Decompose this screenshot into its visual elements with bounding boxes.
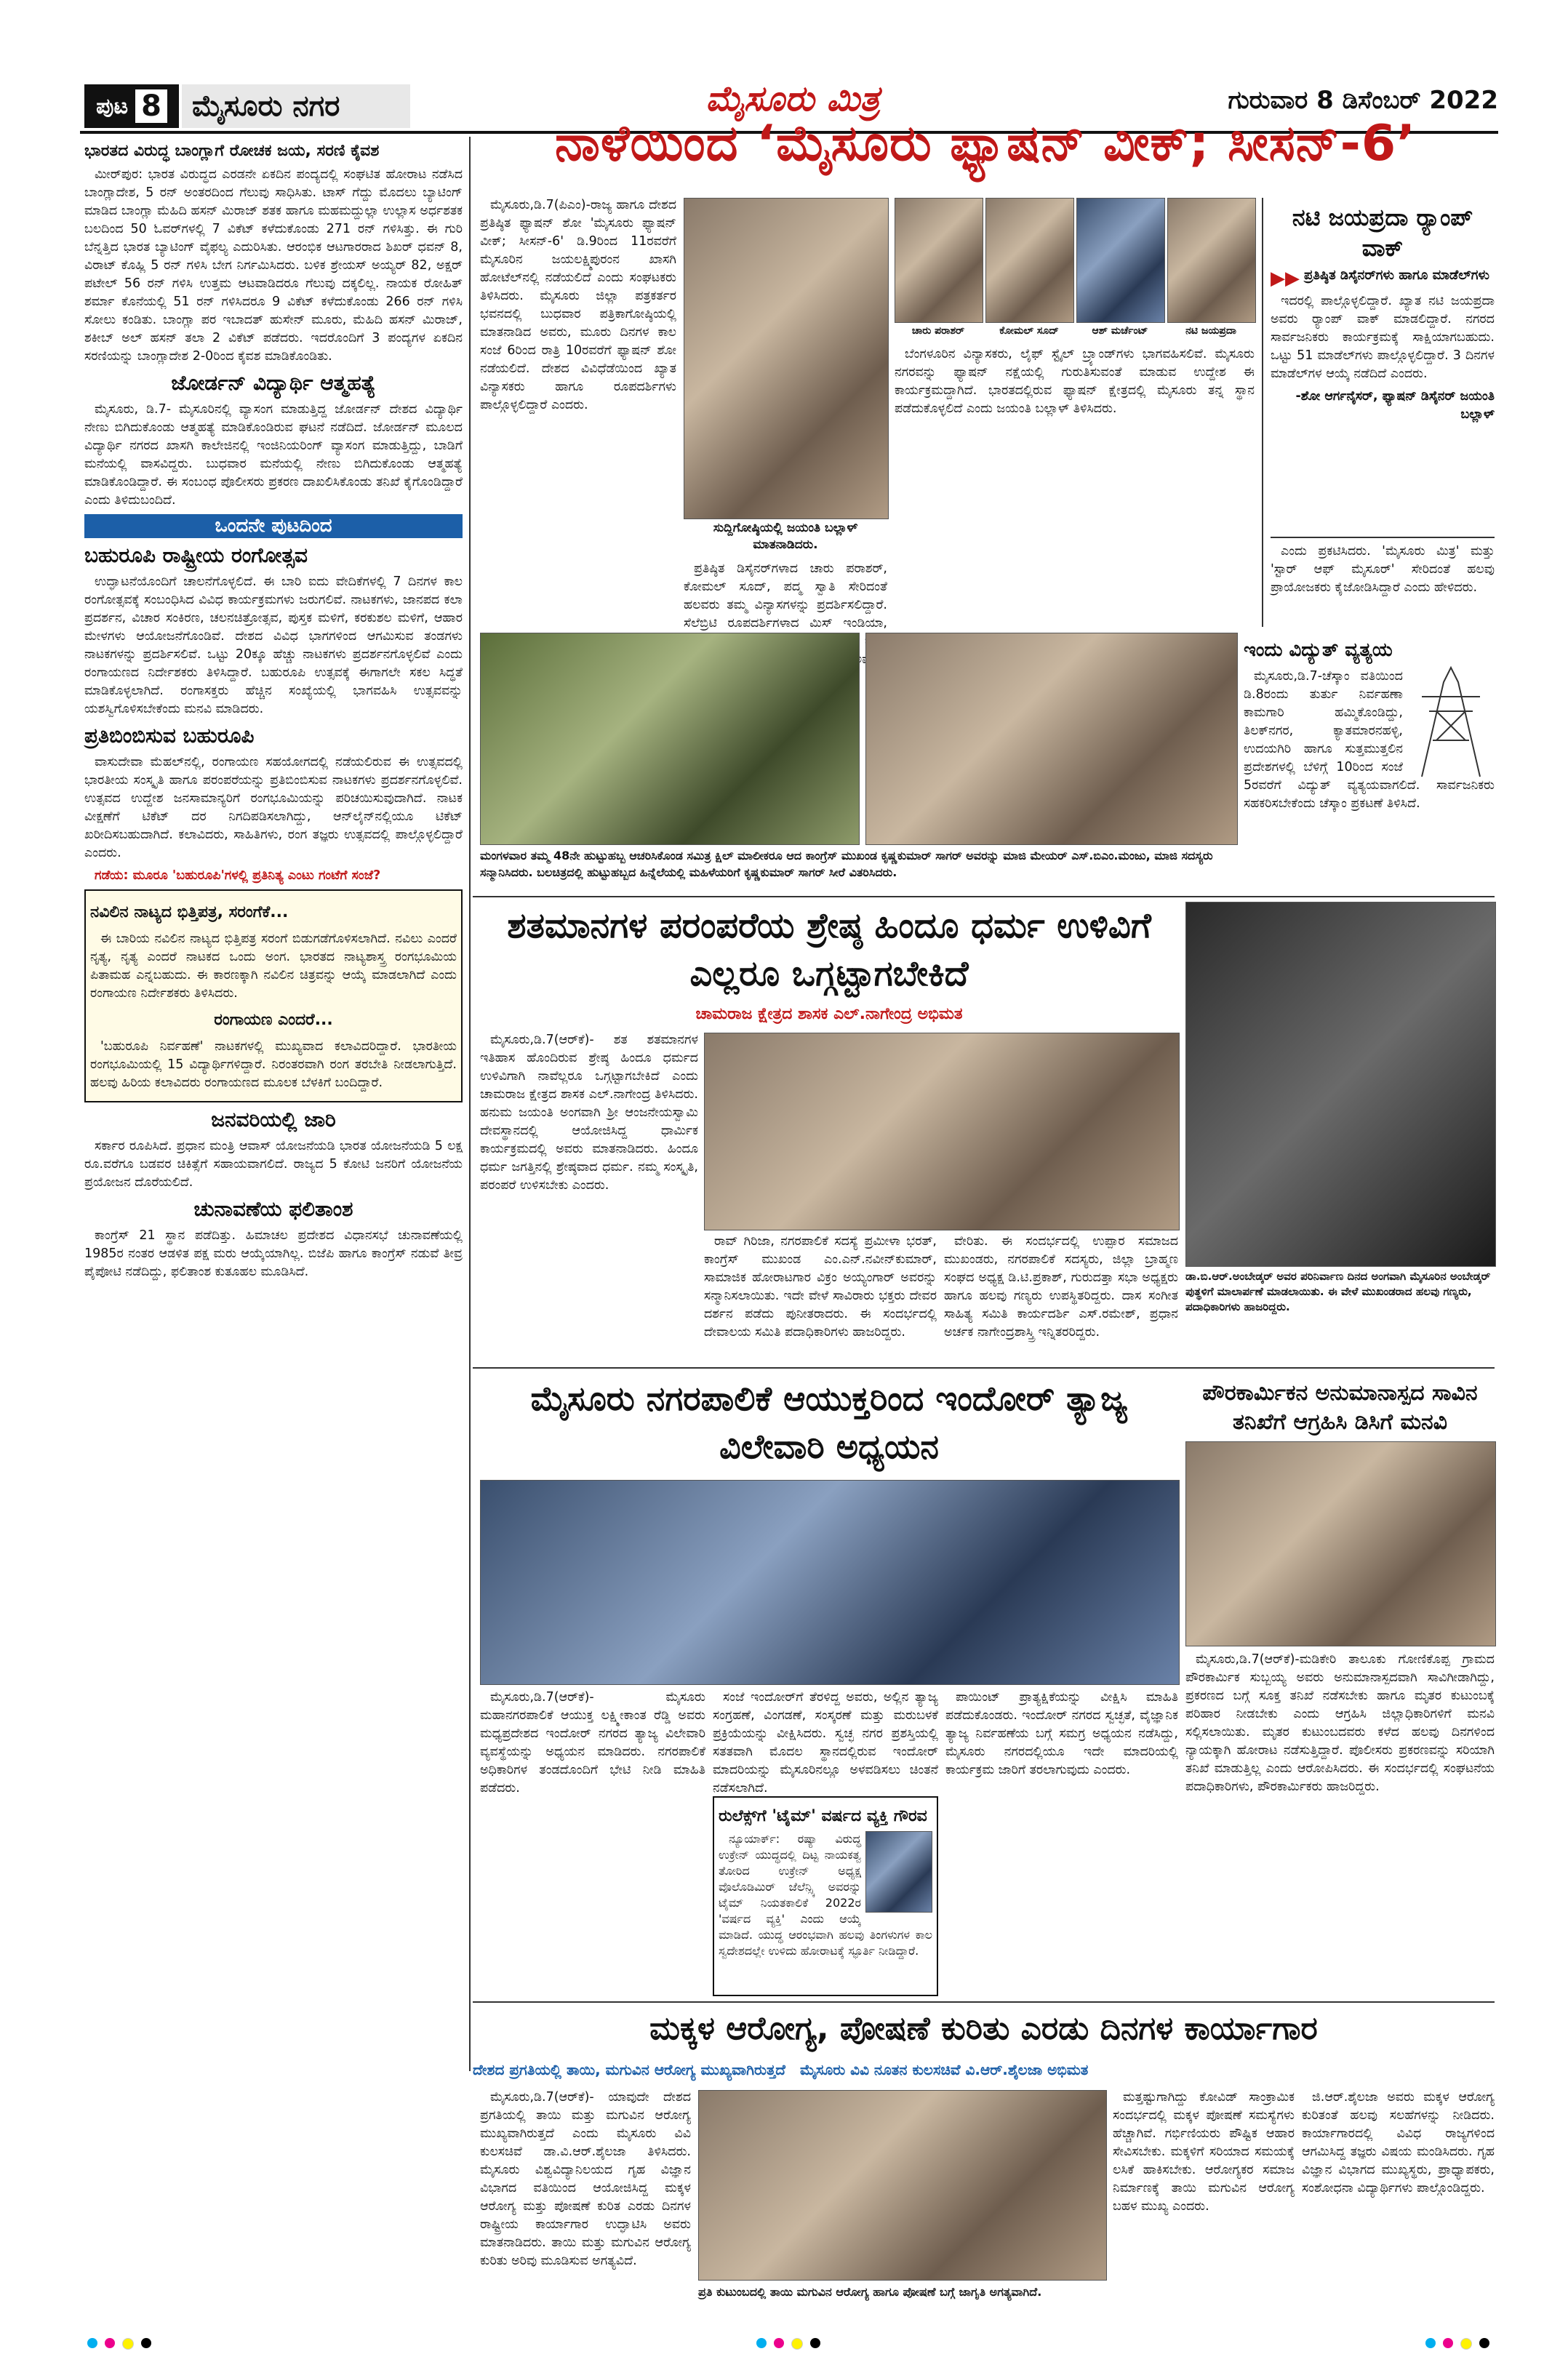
birthday-photo-2 [865,633,1238,845]
hindu-body-3: ವೇರಿತು. ಈ ಸಂದರ್ಭದಲ್ಲಿ ಉಪ್ಪಾರ ಸಮಾಜದ ಮುಖಂಡರು, ನಗರಪಾಲಿಕೆ ಸದಸ್ಯರು, ಜಿಲ್ಲಾ ಬ್ರಾಹ್ಮಣ ಸಂಘದ ಅಧ್ಯಕ್ಷ ಡಿ.ಟಿ.ಪ್ರಕಾಶ್, ಗುರುದತ್ತಾ ಸಭಾ ಅಧ್ಯಕ್ಷರು ಹಾಗೂ ಹಲವು ಗಣ್ಯರು ಉಪಸ್ಥಿತರಿದ್ದರು. ದಾಸ ಸಂಗೀತ ಸಾಹಿತ್ಯ ಸಮಿತಿ ಕಾರ್ಯದರ್ಶಿ ಎಸ್.ರಮೇಶ್, ಪ್ರಧಾನ ಅರ್ಚಕ ನಾಗೇಂದ್ರಶಾಸ್ತ್ರಿ ಇನ್ನಿತರರಿದ್ದರು. [944,1234,1178,1340]
election-body: ಕಾಂಗ್ರೆಸ್ 21 ಸ್ಥಾನ ಪಡೆದಿತ್ತು. ಹಿಮಾಚಲ ಪ್ರದೇಶದ ವಿಧಾನಸಭೆ ಚುನಾವಣೆಯಲ್ಲಿ 1985ರ ನಂತರ ಆಡಳಿತ ಪಕ್ಷ ಮರು ಆಯ್ಕೆಯಾಗಿಲ್ಲ. ಬಿಜೆಪಿ ಹಾಗೂ ಕಾಂಗ್ರೆಸ್ ನಡುವೆ ತೀವ್ರ ಪೈಪೋಟಿ ನಡೆದಿದ್ದು, ಫಲಿತಾಂಶ ಕುತೂಹಲ ಮೂಡಿಸಿದೆ. [84,1228,463,1279]
cricket-body: ಮೀರ್‌ಪುರ: ಭಾರತ ವಿರುದ್ಧದ ಎರಡನೇ ಏಕದಿನ ಪಂದ್ಯದಲ್ಲಿ ಸಂಘಟಿತ ಹೋರಾಟ ನಡೆಸಿದ ಬಾಂಗ್ಲಾದೇಶ, 5 ರನ್ ಅಂತರದಿಂದ ಗೆಲುವು ಸಾಧಿಸಿತು. ಟಾಸ್ ಗೆದ್ದು ಮೊದಲು ಬ್ಯಾಟಿಂಗ್ ಮಾಡಿದ ಬಾಂಗ್ಲಾ ಮೆಹಿದಿ ಹಸನ್ ಮಿರಾಜ್ ಶತಕ ಹಾಗೂ ಮಹಮದ್ದುಲ್ಲಾ ಉಲ್ಲಾಸ ಅರ್ಧಶತಕ ಬಲದಿಂದ 50 ಓವರ್‌ಗಳಲ್ಲಿ 7 ವಿಕೆಟ್ ಕಳೆದುಕೊಂಡು 271 ರನ್ ಗಳಿಸಿತ್ತು. ಈ ಗುರಿ ಬೆನ್ನತ್ತಿದ ಭಾರತ ಬ್ಯಾಟಿಂಗ್ ವೈಫಲ್ಯ ಎದುರಿಸಿತು. ಆರಂಭಿಕ ಆಟಗಾರರಾದ ಶಿಖರ್ ಧವನ್ 8, ವಿರಾಟ್ ಕೊಹ್ಲಿ 5 ರನ್ ಗಳಿಸಿ ಬೇಗ ನಿರ್ಗಮಿಸಿದರು. ಬಳಿಕ ಶ್ರೇಯಸ್ ಅಯ್ಯರ್ 82, ಅಕ್ಷರ್ ಪಟೇಲ್ 56 ರನ್ ಗಳಿಸಿ ಉತ್ತಮ ಆಟವಾಡಿದರೂ ಗೆಲುವು ದಕ್ಕಲಿಲ್ಲ. ನಾಯಕ ರೋಹಿತ್ ಶರ್ಮಾ ಕೊನೆಯಲ್ಲಿ 51 ರನ್ ಗಳಿಸಿದರೂ 9 ವಿಕೆಟ್ ಕಳೆದುಕೊಂಡು 266 ರನ್ ಗಳಿಸಿ ಸೋಲು ಕಂಡಿತು. ಬಾಂಗ್ಲಾ ಪರ ಇಬಾದತ್ ಹುಸೇನ್ ಮೂರು, ಮೆಹಿದಿ ಹಸನ್ ಮಿರಾಜ್, ಶಕೀಬ್ ಅಲ್ ಹಸನ್ ತಲಾ 2 ವಿಕೆಟ್ ಪಡೆದರು. ಇದರೊಂದಿಗೆ 3 ಪಂದ್ಯಗಳ ಏಕದಿನ ಸರಣಿಯನ್ನು ಬಾಂಗ್ಲಾದೇಶ 2-0ರಿಂದ ಕೈವಶ ಮಾಡಿಕೊಂಡಿತು. [84,167,463,364]
fashion-col-1 [480,196,676,618]
pourakarmika-box [1185,1374,1495,2000]
hindu-headline: ಶತಮಾನಗಳ ಪರಂಪರೆಯ ಶ್ರೇಷ್ಠ ಹಿಂದೂ ಧರ್ಮ ಉಳಿವಿಗೆ ಎಲ್ಲರೂ ಒಗ್ಗಟ್ಟಾಗಬೇಕಿದೆ [507,905,1151,994]
fashion-body-2: ಪ್ರತಿಷ್ಠಿತ ಡಿಸೈನರ್‌ಗಳಾದ ಚಾರು ಪರಾಶರ್, ಕೋಮಲ್ ಸೂದ್, ಪದ್ಮ ಸ್ವಾತಿ ಸೇರಿದಂತೆ ಹಲವರು ತಮ್ಮ ವಿನ್ಯಾಸಗಳನ್ನು ಪ್ರದರ್ಶಿಸಲಿದ್ದಾರೆ. ಸೆಲೆಬ್ರಿಟಿ ರೂಪದರ್ಶಿಗಳಾದ ಮಿಸ್ ಇಂಡಿಯಾ, [684,561,887,630]
indore-col-1 [480,1689,705,1994]
column-divider [469,137,471,2071]
reflect-headline: ಪ್ರತಿಬಿಂಬಿಸುವ ಬಹುರೂಪಿ [84,724,255,748]
power-tower-icon [1407,668,1495,777]
hindu-photo [704,1033,1180,1230]
january-body: ಸರ್ಕಾರ ರೂಪಿಸಿದೆ. ಪ್ರಧಾನ ಮಂತ್ರಿ ಆವಾಸ್ ಯೋಜನೆಯಡಿ ಭಾರತ ಯೋಜನೆಯಡಿ 5 ಲಕ್ಷ ರೂ.ವರೆಗೂ ಬಡವರ ಚಿಕಿತ್ಸೆಗೆ ಸಹಾಯವಾಗಲಿದೆ. ರಾಜ್ಯದ 5 ಕೋಟಿ ಜನರಿಗೆ ಯೋಜನೆಯ ಪ್ರಯೋಜನ ದೊರೆಯಲಿದೆ. [84,1139,463,1190]
ambedkar-caption: ಡಾ.ಬಿ.ಆರ್.ಅಂಬೇಡ್ಕರ್ ಅವರ ಪರಿನಿರ್ವಾಣ ದಿನದ ಅಂಗವಾಗಿ ಮೈಸೂರಿನ ಅಂಬೇಡ್ಕರ್ ಪುತ್ಥಳಿಗೆ ಮಾಲಾರ್ಪಣೆ ಮಾಡಲಾಯಿತು. ಈ ವೇಳೆ ಮುಖಂಡರಾದ ಹಲವು ಗಣ್ಯರು, ಪದಾಧಿಕಾರಿಗಳು ಹಾಜರಿದ್ದರು. [1185,1270,1491,1313]
hindu-body-2: ರಾವ್ ಗಿರಿಜಾ, ನಗರಪಾಲಿಕೆ ಸದಸ್ಯೆ ಪ್ರಮೀಳಾ ಭರತ್, ಕಾಂಗ್ರೆಸ್ ಮುಖಂಡ ಎಂ.ಎನ್.ನವೀನ್‌ಕುಮಾರ್, ಸಾಮಾಜಿಕ ಹೋರಾಟಗಾರ ವಿಕ್ರಂ ಅಯ್ಯಂಗಾರ್ ಅವರನ್ನು ಸನ್ಮಾನಿಸಲಾಯಿತು. ಇದೇ ವೇಳೆ ಸಾವಿರಾರು ಭಕ್ತರು ದೇವರ ದರ್ಶನ ಪಡೆದು ಪುನೀತರಾದರು. ಈ ಸಂದರ್ಭದಲ್ಲಿ ದೇವಾಲಯ ಸಮಿತಿ ಪದಾಧಿಕಾರಿಗಳು ಹಾಜರಿದ್ದರು. [704,1234,937,1340]
hindu-subheadline: ಚಾಮರಾಜ ಕ್ಷೇತ್ರದ ಶಾಸಕ ಎಲ್.ನಾಗೇಂದ್ರ ಅಭಿಮತ [695,1005,963,1023]
section-rule [473,896,1495,897]
power-box [1244,633,1495,894]
jayanthi-photo [684,198,889,519]
name-komal: ಕೋಮಲ್ ಸೂದ್ [999,325,1059,337]
section-rule-3 [473,2001,1495,2003]
indore-body-1: ಮೈಸೂರು,ಡಿ.7(ಆರ್‌ಕೆ)- ಮೈಸೂರು ಮಹಾನಗರಪಾಲಿಕೆ ಆಯುಕ್ತ ಲಕ್ಷ್ಮೀಕಾಂತ ರೆಡ್ಡಿ ಅವರು ಮಧ್ಯಪ್ರದೇಶದ ಇಂದೋರ್ ನಗರದ ತ್ಯಾಜ್ಯ ವಿಲೇವಾರಿ ವ್ಯವಸ್ಥೆಯನ್ನು ಅಧ್ಯಯನ ಮಾಡಿದರು. ನಗರಪಾಲಿಕೆ ಅಧಿಕಾರಿಗಳ ತಂಡದೊಂದಿಗೆ ಭೇಟಿ ನೀಡಿ ಮಾಹಿತಿ ಪಡೆದರು. [480,1690,705,1795]
rangayana-headline: ರಂಗಾಯಣ ಎಂದರೆ... [214,1011,333,1029]
jayaprada-body: ಇದರಲ್ಲಿ ಪಾಲ್ಗೊಳ್ಳಲಿದ್ದಾರೆ. ಖ್ಯಾತ ನಟಿ ಜಯಪ್ರದಾ ಅವರು ರ್‍ಯಾಂಪ್ ವಾಕ್ ಮಾಡಲಿದ್ದಾರೆ. ನಗರದ ಸಾರ್ವಜನಿಕರು ಕಾರ್ಯಕ್ರಮಕ್ಕೆ ಸಾಕ್ಷಿಯಾಗಬಹುದು. ಒಟ್ಟು 51 ಮಾಡೆಲ್‌ಗಳು ಪಾಲ್ಗೊಳ್ಳಲಿದ್ದಾರೆ. 3 ದಿನಗಳ ಮಾಡೆಲ್‌ಗಳ ಆಯ್ಕೆ ನಡೆದಿದೆ ಎಂದರು. [1271,294,1495,381]
time-headline: ರುಲೆಕ್ಸ್‌ಗೆ 'ಟೈಮ್' ವರ್ಷದ ವ್ಯಕ್ತಿ ಗೌರವ [719,1807,927,1825]
reflect-body: ವಾಸುದೇವಾ ಮೆಹಲ್‌ನಲ್ಲಿ, ರಂಗಾಯಣ ಸಹಯೋಗದಲ್ಲಿ ನಡೆಯಲಿರುವ ಈ ಉತ್ಸವದಲ್ಲಿ ಭಾರತೀಯ ಸಂಸ್ಕೃತಿ ಹಾಗೂ ಪರಂಪರೆಯನ್ನು ಪ್ರತಿಬಿಂಬಿಸುವ ನಾಟಕಗಳು ಪ್ರದರ್ಶನಗೊಳ್ಳಲಿವೆ. ಉತ್ಸವದ ಉದ್ದೇಶ ಜನಸಾಮಾನ್ಯರಿಗೆ ರಂಗಭೂಮಿಯನ್ನು ಪರಿಚಯಿಸುವುದಾಗಿದೆ. ನಾಟಕ ವೀಕ್ಷಣೆಗೆ ಟಿಕೆಟ್ ದರ ನಿಗದಿಪಡಿಸಲಾಗಿದ್ದು, ಆನ್‌ಲೈನ್‌ನಲ್ಲಿಯೂ ಟಿಕೆಟ್ ಖರೀದಿಸಬಹುದಾಗಿದೆ. ಕಲಾವಿದರು, ಸಾಹಿತಿಗಳು, ರಂಗ ತಜ್ಞರು ಉತ್ಸವದಲ್ಲಿ ಪಾಲ್ಗೊಳ್ಳಲಿದ್ದಾರೆ ಎಂದರು. [84,755,463,860]
magenta-dot [1443,2338,1453,2348]
section-title: ಮೈಸೂರು ನಗರ [182,84,410,128]
health-sub-2: ಮೈಸೂರು ವಿವಿ ನೂತನ ಕುಲಸಚಿವೆ ವಿ.ಆರ್.ಶೈಲಜಾ ಅಭಿಮತ [799,2061,1089,2078]
fashion-col-3 [895,345,1255,625]
health-sub-row [473,2061,1495,2084]
page-number-box [84,84,179,128]
jayaprada-headline: ನಟಿ ಜಯಪ್ರದಾ ರ್‍ಯಾಂಪ್ ವಾಕ್ [1292,204,1473,262]
january-headline: ಜನವರಿಯಲ್ಲಿ ಜಾರಿ [211,1108,336,1132]
hindu-body-1: ಮೈಸೂರು,ಡಿ.7(ಆರ್‌ಕೆ)- ಶತ ಶತಮಾನಗಳ ಇತಿಹಾಸ ಹೊಂದಿರುವ ಶ್ರೇಷ್ಠ ಹಿಂದೂ ಧರ್ಮದ ಉಳಿವಿಗಾಗಿ ನಾವೆಲ್ಲರೂ ಒಗ್ಗಟ್ಟಾಗಬೇಕಿದೆ ಎಂದು ಚಾಮರಾಜ ಕ್ಷೇತ್ರದ ಶಾಸಕ ಎಲ್.ನಾಗೇಂದ್ರ ತಿಳಿಸಿದರು. ಹನುಮ ಜಯಂತಿ ಅಂಗವಾಗಿ ಶ್ರೀ ಆಂಜನೇಯಸ್ವಾಮಿ ದೇವಸ್ಥಾನದಲ್ಲಿ ಆಯೋಜಿಸಿದ್ದ ಧಾರ್ಮಿಕ ಕಾರ್ಯಕ್ರಮದಲ್ಲಿ ಅವರು ಮಾತನಾಡಿದರು. ಹಿಂದೂ ಧರ್ಮ ಜಗತ್ತಿನಲ್ಲಿ ಶ್ರೇಷ್ಠವಾದ ಧರ್ಮ. ನಮ್ಮ ಸಂಸ್ಕೃತಿ, ಪರಂಪರೆ ಉಳಿಸಬೇಕು ಎಂದರು. [480,1033,698,1193]
yellow-dot [1460,2338,1472,2350]
fashion-body-3: ಬೆಂಗಳೂರಿನ ವಿನ್ಯಾಸಕರು, ಲೈಫ್ ಸ್ಟೈಲ್ ಬ್ರ್ಯಾಂಡ್‌ಗಳು ಭಾಗವಹಿಸಲಿವೆ. ಮೈಸೂರು ನಗರವನ್ನು ಫ್ಯಾಷನ್ ನಕ್ಷೆಯಲ್ಲಿ ಗುರುತಿಸುವಂತೆ ಮಾಡುವ ಉದ್ದೇಶ ಈ ಕಾರ್ಯಕ್ರಮದ್ದಾಗಿದೆ. ಭಾರತದಲ್ಲಿರುವ ಫ್ಯಾಷನ್ ಕ್ಷೇತ್ರದಲ್ಲಿ ಮೈಸೂರು ತನ್ನ ಸ್ಥಾನ ಪಡೆದುಕೊಳ್ಳಲಿದೆ ಎಂದು ಜಯಂತಿ ಬಲ್ಲಾಳ್ ತಿಳಿಸಿದರು. [895,347,1255,416]
jayaprada-body-2: ಎಂದು ಪ್ರಕಟಿಸಿದರು. 'ಮೈಸೂರು ಮಿತ್ರ' ಮತ್ತು 'ಸ್ಟಾರ್ ಆಫ್ ಮೈಸೂರ್' ಸೇರಿದಂತೆ ಹಲವು ಪ್ರಾಯೋಜಕರು ಕೈಜೋಡಿಸಿದ್ದಾರೆ ಎಂದು ಹೇಳಿದರು. [1271,544,1495,595]
pourakarmika-photo [1185,1441,1496,1646]
health-caption: ಪ್ರತಿ ಕುಟುಂಬದಲ್ಲಿ ತಾಯಿ ಮಗುವಿನ ಆರೋಗ್ಯ ಹಾಗೂ ಪೋಷಣೆ ಬಗ್ಗೆ ಜಾಗೃತಿ ಅಗತ್ಯವಾಗಿದೆ. [698,2285,1042,2299]
left-column [84,137,463,2071]
health-body-2: ಮತ್ತಷ್ಟುಗಾಗಿದ್ದು ಕೋವಿಡ್ ಸಾಂಕ್ರಾಮಿಕ ಸಂದರ್ಭದಲ್ಲಿ ಮಕ್ಕಳ ಪೋಷಣೆ ಸಮಸ್ಯೆಗಳು ಹೆಚ್ಚಾಗಿವೆ. ಗರ್ಭಿಣಿಯರು ಪೌಷ್ಟಿಕ ಆಹಾರ ಸೇವಿಸಬೇಕು. ಮಕ್ಕಳಿಗೆ ಸರಿಯಾದ ಸಮಯಕ್ಕೆ ಲಸಿಕೆ ಹಾಕಿಸಬೇಕು. ಆರೋಗ್ಯಕರ ಸಮಾಜ ನಿರ್ಮಾಣಕ್ಕೆ ತಾಯಿ ಮಗುವಿನ ಆರೋಗ್ಯ ಬಹಳ ಮುಖ್ಯ ಎಂದರು. [1113,2090,1295,2214]
zelensky-photo [865,1831,932,1913]
fashion-col-2b [684,560,887,630]
student-body: ಮೈಸೂರು, ಡಿ.7- ಮೈಸೂರಿನಲ್ಲಿ ವ್ಯಾಸಂಗ ಮಾಡುತ್ತಿದ್ದ ಜೋರ್ಡನ್ ದೇಶದ ವಿದ್ಯಾರ್ಥಿ ನೇಣು ಬಿಗಿದುಕೊಂಡು ಆತ್ಮಹತ್ಯೆ ಮಾಡಿಕೊಂಡಿರುವ ಘಟನೆ ನಡೆದಿದೆ. ಜೋರ್ಡನ್ ಮೂಲದ ವಿದ್ಯಾರ್ಥಿ ನಗರದ ಖಾಸಗಿ ಕಾಲೇಜಿನಲ್ಲಿ ಇಂಜಿನಿಯರಿಂಗ್ ವ್ಯಾಸಂಗ ಮಾಡುತ್ತಿದ್ದು, ಬಾಡಿಗೆ ಮನೆಯಲ್ಲಿ ವಾಸವಿದ್ದರು. ಬುಧವಾರ ಮನೆಯಲ್ಲಿ ನೇಣು ಬಿಗಿದುಕೊಂಡು ಆತ್ಮಹತ್ಯೆ ಮಾಡಿಕೊಂಡಿದ್ದಾರೆ. ಈ ಸಂಬಂಧ ಪೊಲೀಸರು ಪ್ರಕರಣ ದಾಖಲಿಸಿಕೊಂಡು ತನಿಖೆ ಕೈಗೊಂಡಿದ್ದಾರೆ ಎಂದು ತಿಳಿದುಬಂದಿದೆ. [84,402,463,508]
magenta-dot [774,2338,784,2348]
page-label: ಪುಟ [96,93,129,119]
yellow-dot [791,2338,803,2350]
name-jayaprada: ನಟಿ ಜಯಪ್ರದಾ [1185,325,1236,337]
section-rule-2 [473,1367,1495,1369]
hindu-col-2 [704,1233,937,1364]
health-col-3 [1302,2089,1495,2329]
time-body: ನ್ಯೂಯಾರ್ಕ್: ರಷ್ಯಾ ವಿರುದ್ಧ ಉಕ್ರೇನ್ ಯುದ್ಧದಲ್ಲಿ ದಿಟ್ಟ ನಾಯಕತ್ವ ತೋರಿದ ಉಕ್ರೇನ್ ಅಧ್ಯಕ್ಷ ವೊಲೊಡಿಮಿರ್ ಜೆಲೆನ್ಸ್ಕಿ ಅವರನ್ನು ಟೈಮ್ ನಿಯತಕಾಲಿಕೆ 2022ರ 'ವರ್ಷದ ವ್ಯಕ್ತಿ' ಎಂದು ಆಯ್ಕೆ ಮಾಡಿದೆ. ಯುದ್ಧ ಆರಂಭವಾಗಿ ಹಲವು ತಿಂಗಳುಗಳ ಕಾಲ ಸ್ವದೇಶದಲ್ಲೇ ಉಳಿದು ಹೋರಾಟಕ್ಕೆ ಸ್ಫೂರ್ತಿ ನೀಡಿದ್ದಾರೆ. [719,1832,932,1958]
cyan-dot [87,2338,97,2348]
portrait-charu [895,198,983,323]
registration-marks-center [756,2338,820,2350]
fashion-banner-headline: ನಾಳೆಯಿಂದ ‘ಮೈಸೂರು ಫ್ಯಾಷನ್ ವೀಕ್; ಸೀಸನ್-6’ [555,115,1416,172]
hindu-col-1 [480,1031,698,1366]
peacock-headline: ನವಿಲಿನ ನಾಟ್ಯದ ಭಿತ್ತಿಪತ್ರ, ಸರಂಗೆಕೆ... [90,903,289,921]
arrow-icon: ▶▶ [1271,268,1300,289]
power-body: ಮೈಸೂರು,ಡಿ.7-ಚೆಸ್ಕಾಂ ವತಿಯಿಂದ ಡಿ.8ರಂದು ತುರ್ತು ನಿರ್ವಹಣಾ ಕಾಮಗಾರಿ ಹಮ್ಮಿಕೊಂಡಿದ್ದು, ತಿಲಕ್‌ನಗರ, ಕ್ಯಾತಮಾರನಹಳ್ಳಿ, ಉದಯಗಿರಿ ಹಾಗೂ ಸುತ್ತಮುತ್ತಲಿನ ಪ್ರದೇಶಗಳಲ್ಲಿ ಬೆಳಿಗ್ಗೆ 10ರಿಂದ ಸಂಜೆ 5ರವರೆಗೆ ವಿದ್ಯುತ್ ವ್ಯತ್ಯಯವಾಗಲಿದೆ. ಸಾರ್ವಜನಿಕರು ಸಹಕರಿಸಬೇಕೆಂದು ಚೆಸ್ಕಾಂ ಪ್ರಕಟಣೆ ತಿಳಿಸಿದೆ. [1244,669,1495,811]
issue-date: ಗುರುವಾರ 8 ಡಿಸೆಂಬರ್ 2022 [1228,86,1498,115]
black-dot [810,2338,820,2348]
indore-col-2 [713,1689,938,1794]
time-box [713,1796,938,1996]
pourakarmika-headline: ಪೌರಕಾರ್ಮಿಕನ ಅನುಮಾನಾಸ್ಪದ ಸಾವಿನ ತನಿಖೆಗೆ ಆಗ್ರಹಿಸಿ ಡಿಸಿಗೆ ಮನವಿ [1202,1380,1478,1435]
election-headline: ಚುನಾವಣೆಯ ಫಲಿತಾಂಶ [193,1197,353,1221]
health-headline: ಮಕ್ಕಳ ಆರೋಗ್ಯ, ಪೋಷಣೆ ಕುರಿತು ಎರಡು ದಿನಗಳ ಕಾರ್ಯಾಗಾರ [649,2010,1318,2047]
jayaprada-sign: -ಶೋ ಆರ್ಗನೈಸರ್, ಫ್ಯಾಷನ್ ಡಿಸೈನರ್ ಜಯಂತಿ ಬಲ್ಲಾಳ್ [1295,389,1495,422]
name-ash: ಆಶ್ ಮರ್ಚೆಂಟ್ [1092,325,1148,337]
birthday-caption: ಮಂಗಳವಾರ ತಮ್ಮ 48ನೇ ಹುಟ್ಟುಹಬ್ಬ ಆಚರಿಸಿಕೊಂಡ ಸಮಿತ್ರ ಕ್ಷಿಲ್ ಮಾಲೀಕರೂ ಆದ ಕಾಂಗ್ರೆಸ್ ಮುಖಂಡ ಕೃಷ್ಣಕುಮಾರ್ ಸಾಗರ್ ಅವರನ್ನು ಮಾಜಿ ಮೇಯರ್ ಎಸ್.ಬಿಎಂ.ಮಂಜು, ಮಾಜಿ ಸದಸ್ಯರು ಸನ್ಮಾನಿಸಿದರು. ಬಲಚಿತ್ರದಲ್ಲಿ ಹುಟ್ಟುಹಬ್ಬದ ಹಿನ್ನೆಲೆಯಲ್ಲಿ ಮಹಿಳೆಯರಿಗೆ ಕೃಷ್ಣಕುಮಾರ್ ಸಾಗರ್ ಸೀರೆ ವಿತರಿಸಿದರು. [480,849,1213,879]
peacock-body: ಈ ಬಾರಿಯ ನವಿಲಿನ ನಾಟ್ಯದ ಭಿತ್ತಿಪತ್ರ ಸರಂಗೆ ಬಿಡುಗಡೆಗೊಳಿಸಲಾಗಿದೆ. ನವಿಲು ಎಂದರೆ ನೃತ್ಯ, ನೃತ್ಯ ಎಂದರೆ ನಾಟಕದ ಒಂದು ಅಂಗ. ಭಾರತದ ನಾಟ್ಯಶಾಸ್ತ್ರ ರಂಗಭೂಮಿಯ ಪಿತಾಮಹ ಎನ್ನಬಹುದು. ಈ ಕಾರಣಕ್ಕಾಗಿ ನವಿಲಿನ ಚಿತ್ರವನ್ನು ಆಯ್ಕೆ ಮಾಡಲಾಗಿದೆ ಎಂದು ರಂಗಾಯಣ ನಿರ್ದೇಶಕರು ತಿಳಿಸಿದರು. [90,932,457,1001]
portrait-jayaprada [1167,198,1256,323]
health-body-1: ಮೈಸೂರು,ಡಿ.7(ಆರ್‌ಕೆ)- ಯಾವುದೇ ದೇಶದ ಪ್ರಗತಿಯಲ್ಲಿ ತಾಯಿ ಮತ್ತು ಮಗುವಿನ ಆರೋಗ್ಯ ಮುಖ್ಯವಾಗಿರುತ್ತದೆ ಎಂದು ಮೈಸೂರು ವಿವಿ ಕುಲಸಚಿವೆ ಡಾ.ವಿ.ಆರ್.ಶೈಲಜಾ ತಿಳಿಸಿದರು. ಮೈಸೂರು ವಿಶ್ವವಿದ್ಯಾನಿಲಯದ ಗೃಹ ವಿಜ್ಞಾನ ವಿಭಾಗದ ವತಿಯಿಂದ ಆಯೋಜಿಸಿದ್ದ ಮಕ್ಕಳ ಆರೋಗ್ಯ ಮತ್ತು ಪೋಷಣೆ ಕುರಿತ ಎರಡು ದಿನಗಳ ರಾಷ್ಟ್ರೀಯ ಕಾರ್ಯಾಗಾರ ಉದ್ಘಾಟಿಸಿ ಅವರು ಮಾತನಾಡಿದರು. ತಾಯಿ ಮತ್ತು ಮಗುವಿನ ಆರೋಗ್ಯ ಕುರಿತು ಅರಿವು ಮೂಡಿಸುವ ಅಗತ್ಯವಿದೆ. [480,2090,691,2268]
black-dot [141,2338,151,2348]
fashion-body-1: ಮೈಸೂರು,ಡಿ.7(ಪಿಎಂ)-ರಾಜ್ಯ ಹಾಗೂ ದೇಶದ ಪ್ರತಿಷ್ಠಿತ ಫ್ಯಾಷನ್ ಶೋ 'ಮೈಸೂರು ಫ್ಯಾಷನ್ ವೀಕ್; ಸೀಸನ್-6' ಡಿ.9ರಿಂದ 11ರವರೆಗೆ ಮೈಸೂರಿನ ಜಯಲಕ್ಷ್ಮಿಪುರಂನ ಖಾಸಗಿ ಹೋಟೆಲ್‌ನಲ್ಲಿ ನಡೆಯಲಿದೆ ಎಂದು ಸಂಘಟಕರು ತಿಳಿಸಿದರು. ಮೈಸೂರು ಜಿಲ್ಲಾ ಪತ್ರಕರ್ತರ ಭವನದಲ್ಲಿ ಬುಧವಾರ ಪತ್ರಿಕಾಗೋಷ್ಠಿಯಲ್ಲಿ ಮಾತನಾಡಿದ ಅವರು, ಮೂರು ದಿನಗಳ ಕಾಲ ಸಂಜೆ 6ರಿಂದ ರಾತ್ರಿ 10ರವರೆಗೆ ಫ್ಯಾಷನ್ ಶೋ ನಡೆಯಲಿದೆ. ದೇಶದ ವಿವಿಧೆಡೆಯಿಂದ ಖ್ಯಾತ ವಿನ್ಯಾಸಕರು ಹಾಗೂ ರೂಪದರ್ಶಿಗಳು ಪಾಲ್ಗೊಳ್ಳಲಿದ್ದಾರೆ ಎಂದರು. [480,198,676,412]
page-number: 8 [135,89,167,123]
cyan-dot [1425,2338,1436,2348]
hindu-col-3 [944,1233,1178,1364]
indore-body-3: ಪಾಯಿಂಟ್ ಪ್ರಾತ್ಯಕ್ಷಿಕೆಯನ್ನು ವೀಕ್ಷಿಸಿ ಮಾಹಿತಿ ಪಡೆದುಕೊಂಡರು. ಇಂದೋರ್ ನಗರದ ಸ್ವಚ್ಛತೆ, ವೈಜ್ಞಾನಿಕ ತ್ಯಾಜ್ಯ ನಿರ್ವಹಣೆಯ ಬಗ್ಗೆ ಸಮಗ್ರ ಅಧ್ಯಯನ ನಡೆಸಿದ್ದು, ಮೈಸೂರು ನಗರದಲ್ಲಿಯೂ ಇದೇ ಮಾದರಿಯಲ್ಲಿ ಕಾರ್ಯಕ್ರಮ ಜಾರಿಗೆ ತರಲಾಗುವುದು ಎಂದರು. [945,1690,1178,1777]
quote-line: ಗಡೆಯ: ಮೂರೂ 'ಬಹುರೂಪಿ'ಗಳಲ್ಲಿ ಪ್ರತಿನಿತ್ಯ ಎಂಟು ಗಂಟೆಗೆ ಸಂಜೆ? [95,868,381,883]
portrait-ash [1076,198,1165,323]
power-headline: ಇಂದು ವಿದ್ಯುತ್ ವ್ಯತ್ಯಯ [1244,639,1393,661]
paper-logo: ಮೈಸೂರು ಮಿತ್ರ [705,79,880,119]
registration-marks-right [1425,2338,1489,2350]
birthday-photo-1 [480,633,860,845]
cricket-headline: ಭಾರತದ ವಿರುದ್ಧ ಬಾಂಗ್ಲಾಗೆ ರೋಚಕ ಜಯ, ಸರಣಿ ಕೈವಶ [84,142,380,160]
continued-box-heading: ಒಂದನೇ ಪುಟದಿಂದ [84,514,463,538]
cyan-dot [756,2338,767,2348]
indore-photo [480,1480,1180,1685]
indore-col-3 [945,1689,1178,1994]
pourakarmika-body: ಮೈಸೂರು,ಡಿ.7(ಆರ್‌ಕೆ)-ಮಡಿಕೇರಿ ತಾಲೂಕು ಗೋಣಿಕೊಪ್ಪ ಗ್ರಾಮದ ಪೌರಕಾರ್ಮಿಕ ಸುಬ್ಬಯ್ಯ ಅವರು ಅನುಮಾನಾಸ್ಪದವಾಗಿ ಸಾವಿಗೀಡಾಗಿದ್ದು, ಪ್ರಕರಣದ ಬಗ್ಗೆ ಸೂಕ್ತ ತನಿಖೆ ನಡೆಸಬೇಕು ಹಾಗೂ ಮೃತರ ಕುಟುಂಬಕ್ಕೆ ಪರಿಹಾರ ನೀಡಬೇಕು ಎಂದು ಆಗ್ರಹಿಸಿ ಜಿಲ್ಲಾಧಿಕಾರಿಗಳಿಗೆ ಮನವಿ ಸಲ್ಲಿಸಲಾಯಿತು. ಮೃತರ ಕುಟುಂಬದವರು ಕಳೆದ ಹಲವು ದಿನಗಳಿಂದ ನ್ಯಾಯಕ್ಕಾಗಿ ಹೋರಾಟ ನಡೆಸುತ್ತಿದ್ದಾರೆ. ಪೊಲೀಸರು ಪ್ರಕರಣವನ್ನು ಸರಿಯಾಗಿ ತನಿಖೆ ಮಾಡುತ್ತಿಲ್ಲ ಎಂದು ಆರೋಪಿಸಿದರು. ಈ ಸಂದರ್ಭದಲ್ಲಿ ಸಂಘಟನೆಯ ಪದಾಧಿಕಾರಿಗಳು, ಪೌರಕಾರ್ಮಿಕರು ಹಾಜರಿದ್ದರು. [1185,1652,1495,1794]
portrait-komal [985,198,1074,323]
black-dot [1479,2338,1489,2348]
health-col-1 [480,2089,691,2329]
registration-marks-left [87,2338,151,2350]
rangayana-body: 'ಬಹುರೂಪಿ ನಿರ್ವಹಣೆ' ನಾಟಕಗಳಲ್ಲಿ ಮುಖ್ಯವಾದ ಕಲಾವಿದರಿದ್ದಾರೆ. ಭಾರತೀಯ ರಂಗಭೂಮಿಯಲ್ಲಿ 15 ವಿದ್ಯಾರ್ಥಿಗಳಿದ್ದಾರೆ. ನಿರಂತರವಾಗಿ ರಂಗ ತರಬೇತಿ ನೀಡಲಾಗುತ್ತಿದೆ. ಹಲವು ಹಿರಿಯ ಕಲಾವಿದರು ರಂಗಾಯಣದ ಮೂಲಕ ಬೆಳಕಿಗೆ ಬಂದಿದ್ದಾರೆ. [90,1039,457,1090]
health-col-2 [1113,2089,1295,2329]
student-headline: ಜೋರ್ಡನ್ ವಿದ್ಯಾರ್ಥಿ ಆತ್ಮಹತ್ಯೆ [171,371,376,395]
health-body-3: ಜಿ.ಆರ್.ಶೈಲಜಾ ಅವರು ಮಕ್ಕಳ ಆರೋಗ್ಯ ಕುರಿತಂತೆ ಹಲವು ಸಲಹೆಗಳನ್ನು ನೀಡಿದರು. ಕಾರ್ಯಾಗಾರದಲ್ಲಿ ವಿವಿಧ ರಾಜ್ಯಗಳಿಂದ ಆಗಮಿಸಿದ್ದ ತಜ್ಞರು ವಿಷಯ ಮಂಡಿಸಿದರು. ಗೃಹ ವಿಜ್ಞಾನ ವಿಭಾಗದ ಮುಖ್ಯಸ್ಥರು, ಪ್ರಾಧ್ಯಾಪಕರು, ಸಂಶೋಧನಾ ವಿದ್ಯಾರ್ಥಿಗಳು ಪಾಲ್ಗೊಂಡಿದ್ದರು. [1302,2090,1495,2195]
jayanthi-caption: ಸುದ್ದಿಗೋಷ್ಠಿಯಲ್ಲಿ ಜಯಂತಿ ಬಲ್ಲಾಳ್ ಮಾತನಾಡಿದರು. [713,521,858,552]
indore-body-2: ಸಂಜೆ ಇಂದೋರ್‌ಗೆ ತೆರಳಿದ್ದ ಅವರು, ಅಲ್ಲಿನ ತ್ಯಾಜ್ಯ ಸಂಗ್ರಹಣೆ, ವಿಂಗಡಣೆ, ಸಂಸ್ಕರಣೆ ಮತ್ತು ಮರುಬಳಕೆ ಪ್ರಕ್ರಿಯೆಯನ್ನು ವೀಕ್ಷಿಸಿದರು. ಸ್ವಚ್ಛ ನಗರ ಪ್ರಶಸ್ತಿಯಲ್ಲಿ ಸತತವಾಗಿ ಮೊದಲ ಸ್ಥಾನದಲ್ಲಿರುವ ಇಂದೋರ್ ಮಾದರಿಯನ್ನು ಮೈಸೂರಿನಲ್ಲೂ ಅಳವಡಿಸಲು ಚಿಂತನೆ ನಡೆಸಲಾಗಿದೆ. [713,1690,938,1795]
ambedkar-photo [1185,902,1496,1267]
jayaprada-box [1262,198,1495,627]
bahuroopi-headline: ಬಹುರೂಪಿ ರಾಷ್ಟ್ರೀಯ ರಂಗೋತ್ಸವ [84,543,308,567]
name-charu: ಚಾರು ಪರಾಶರ್ [911,325,965,337]
jayaprada-sub: ಪ್ರತಿಷ್ಠಿತ ಡಿಸೈನರ್‌ಗಳು ಹಾಗೂ ಮಾಡೆಲ್‌ಗಳು [1304,268,1489,283]
yellow-dot [122,2338,134,2350]
bahuroopi-body: ಉದ್ಘಾಟನೆಯೊಂದಿಗೆ ಚಾಲನೆಗೊಳ್ಳಲಿದೆ. ಈ ಬಾರಿ ಐದು ವೇದಿಕೆಗಳಲ್ಲಿ 7 ದಿನಗಳ ಕಾಲ ರಂಗೋತ್ಸವಕ್ಕೆ ಸಂಬಂಧಿಸಿದ ವಿವಿಧ ಕಾರ್ಯಕ್ರಮಗಳು ಜರುಗಲಿವೆ. ನಾಟಕಗಳು, ಜಾನಪದ ಕಲಾ ಪ್ರದರ್ಶನ, ವಿಚಾರ ಸಂಕಿರಣ, ಚಲನಚಿತ್ರೋತ್ಸವ, ಪುಸ್ತಕ ಮಳಿಗೆ, ಕರಕುಶಲ ಮಳಿಗೆ, ಆಹಾರ ಮೇಳಗಳು ಆಯೋಜನೆಗೊಂಡಿವೆ. ದೇಶದ ವಿವಿಧ ಭಾಗಗಳಿಂದ ಆಗಮಿಸುವ ತಂಡಗಳು ನಾಟಕಗಳನ್ನು ಪ್ರದರ್ಶಿಸಲಿವೆ. ಒಟ್ಟು 20ಕ್ಕೂ ಹೆಚ್ಚು ನಾಟಕಗಳು ಪ್ರದರ್ಶನಗೊಳ್ಳಲಿವೆ ಎಂದು ರಂಗಾಯಣದ ನಿರ್ದೇಶಕರು ತಿಳಿಸಿದ್ದಾರೆ. ಬಹುರೂಪಿ ಉತ್ಸವಕ್ಕೆ ಈಗಾಗಲೇ ಸಕಲ ಸಿದ್ಧತೆ ಮಾಡಿಕೊಳ್ಳಲಾಗಿದೆ. ರಂಗಾಸಕ್ತರು ಹೆಚ್ಚಿನ ಸಂಖ್ಯೆಯಲ್ಲಿ ಭಾಗವಹಿಸಿ ಉತ್ಸವವನ್ನು ಯಶಸ್ವಿಗೊಳಿಸಬೇಕೆಂದು ಮನವಿ ಮಾಡಿದರು. [84,575,463,716]
health-sub-1: ದೇಶದ ಪ್ರಗತಿಯಲ್ಲಿ ತಾಯಿ, ಮಗುವಿನ ಆರೋಗ್ಯ ಮುಖ್ಯವಾಗಿರುತ್ತದೆ [473,2061,785,2078]
indore-headline: ಮೈಸೂರು ನಗರಪಾಲಿಕೆ ಆಯುಕ್ತರಿಂದ ಇಂದೋರ್ ತ್ಯಾಜ್ಯ ವಿಲೇವಾರಿ ಅಧ್ಯಯನ [530,1379,1128,1466]
magenta-dot [105,2338,115,2348]
health-photo [698,2090,1107,2281]
